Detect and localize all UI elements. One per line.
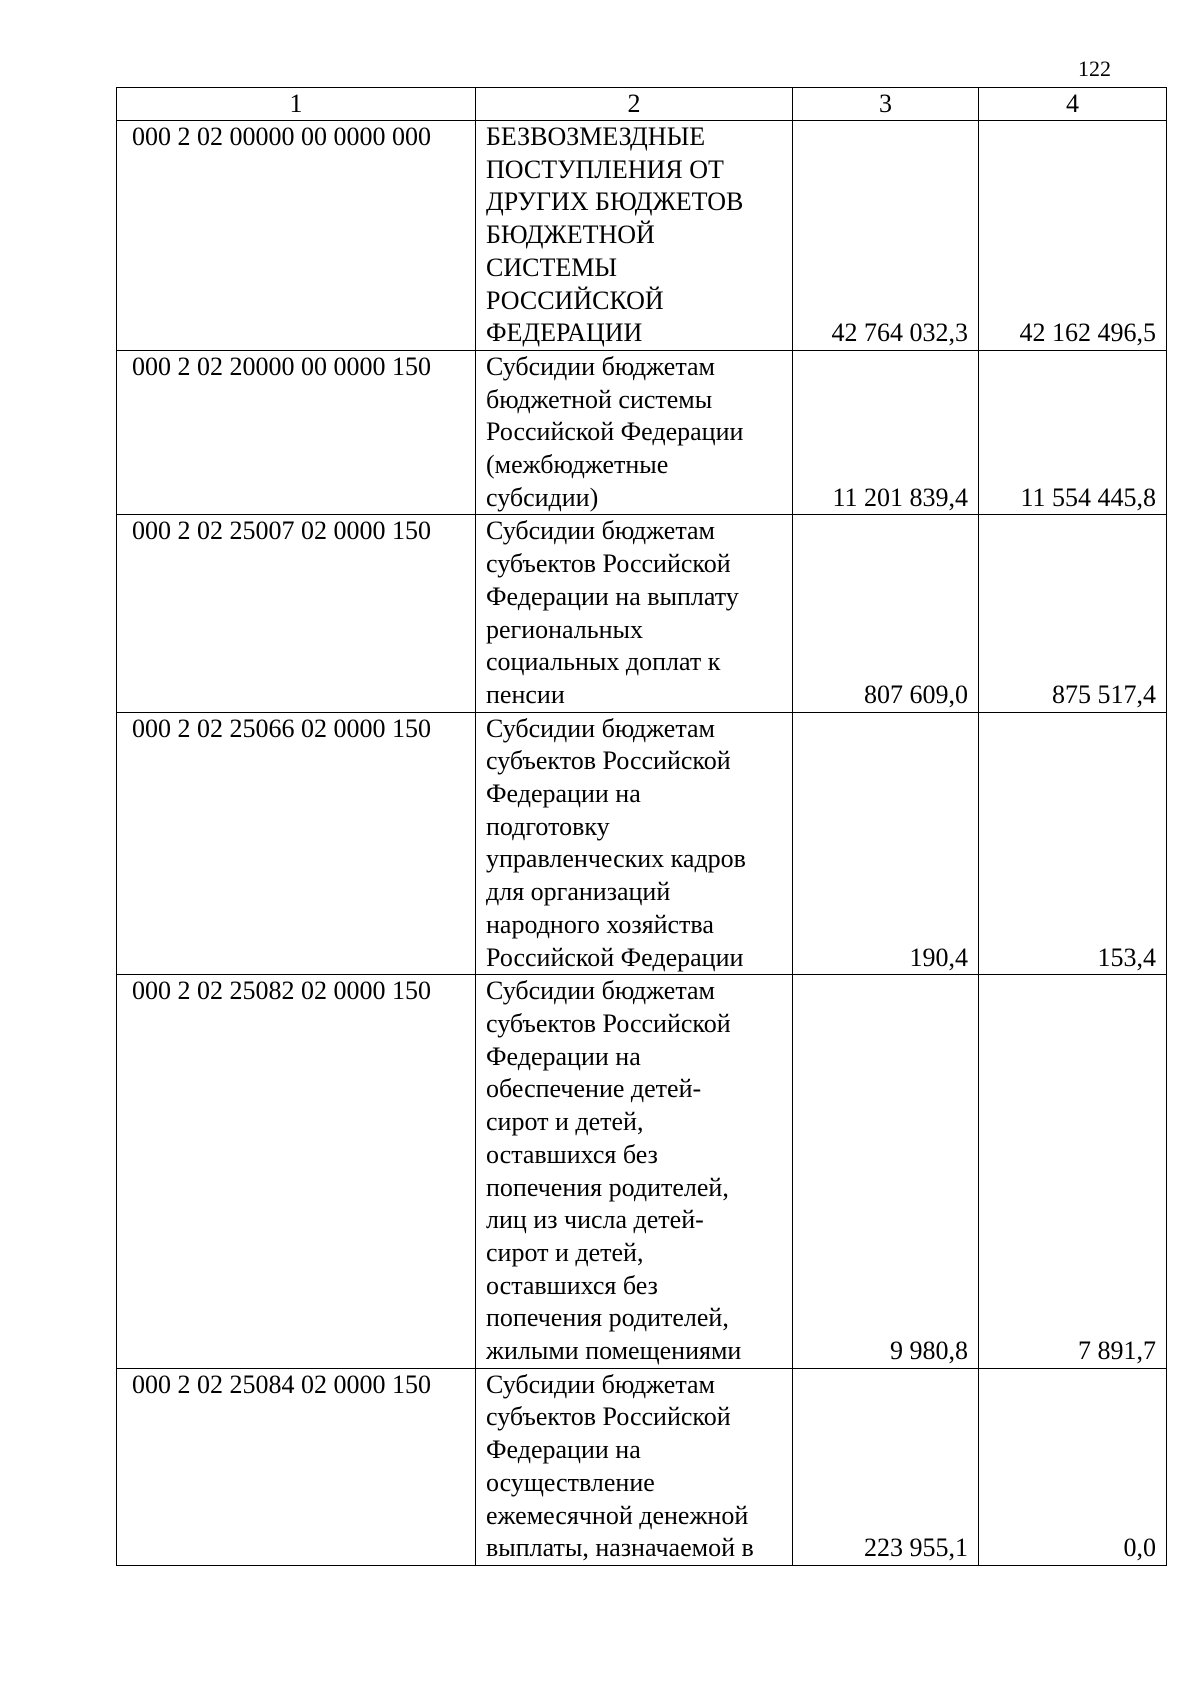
item-name-cell: БЕЗВОЗМЕЗДНЫЕ ПОСТУПЛЕНИЯ ОТ ДРУГИХ БЮДЖЕТОВ БЮДЖЕТНОЙ СИСТЕМЫ РОССИЙСКОЙ ФЕДЕРАЦИИ <box>476 121 793 351</box>
amount-col3-cell: 11 201 839,4 <box>793 350 979 515</box>
amount-col4-cell: 42 162 496,5 <box>979 121 1167 351</box>
item-name-cell: Субсидии бюджетам бюджетной системы Российской Федерации (межбюджетные субсидии) <box>476 350 793 515</box>
column-header-3: 3 <box>793 88 979 121</box>
item-name-cell: Субсидии бюджетам субъектов Российской Федерации на подготовку управленческих кадров для организаций народного хозяйства Российской Федерации <box>476 712 793 975</box>
amount-col4-cell: 0,0 <box>979 1368 1167 1565</box>
amount-col3-cell: 223 955,1 <box>793 1368 979 1565</box>
table-row <box>117 350 1167 515</box>
budget-code-cell: 000 2 02 25084 02 0000 150 <box>117 1368 476 1565</box>
amount-col4-cell: 875 517,4 <box>979 515 1167 712</box>
budget-table <box>116 87 1167 1566</box>
column-header-4: 4 <box>979 88 1167 121</box>
budget-code-cell: 000 2 02 25082 02 0000 150 <box>117 975 476 1368</box>
budget-code-cell: 000 2 02 25066 02 0000 150 <box>117 712 476 975</box>
amount-col4-cell: 153,4 <box>979 712 1167 975</box>
amount-col4-cell: 7 891,7 <box>979 975 1167 1368</box>
budget-code-cell: 000 2 02 25007 02 0000 150 <box>117 515 476 712</box>
amount-col3-cell: 190,4 <box>793 712 979 975</box>
table-row <box>117 975 1167 1368</box>
amount-col3-cell: 9 980,8 <box>793 975 979 1368</box>
amount-col4-cell: 11 554 445,8 <box>979 350 1167 515</box>
column-header-1: 1 <box>117 88 476 121</box>
column-header-2: 2 <box>476 88 793 121</box>
item-name-cell: Субсидии бюджетам субъектов Российской Федерации на осуществление ежемесячной денежной выплаты, назначаемой в <box>476 1368 793 1565</box>
page-number: 122 <box>1078 56 1111 81</box>
table-row <box>117 121 1167 351</box>
budget-code-cell: 000 2 02 20000 00 0000 150 <box>117 350 476 515</box>
item-name-cell: Субсидии бюджетам субъектов Российской Федерации на обеспечение детей- сирот и детей, оставшихся без попечения родителей, лиц из числа детей- сирот и детей, оставшихся без попечения родителей, жилыми помещениями <box>476 975 793 1368</box>
amount-col3-cell: 42 764 032,3 <box>793 121 979 351</box>
budget-code-cell: 000 2 02 00000 00 0000 000 <box>117 121 476 351</box>
table-row <box>117 515 1167 712</box>
header-row <box>117 88 1167 121</box>
table-row <box>117 712 1167 975</box>
item-name-cell: Субсидии бюджетам субъектов Российской Федерации на выплату региональных социальных доплат к пенсии <box>476 515 793 712</box>
table-row <box>117 1368 1167 1565</box>
amount-col3-cell: 807 609,0 <box>793 515 979 712</box>
